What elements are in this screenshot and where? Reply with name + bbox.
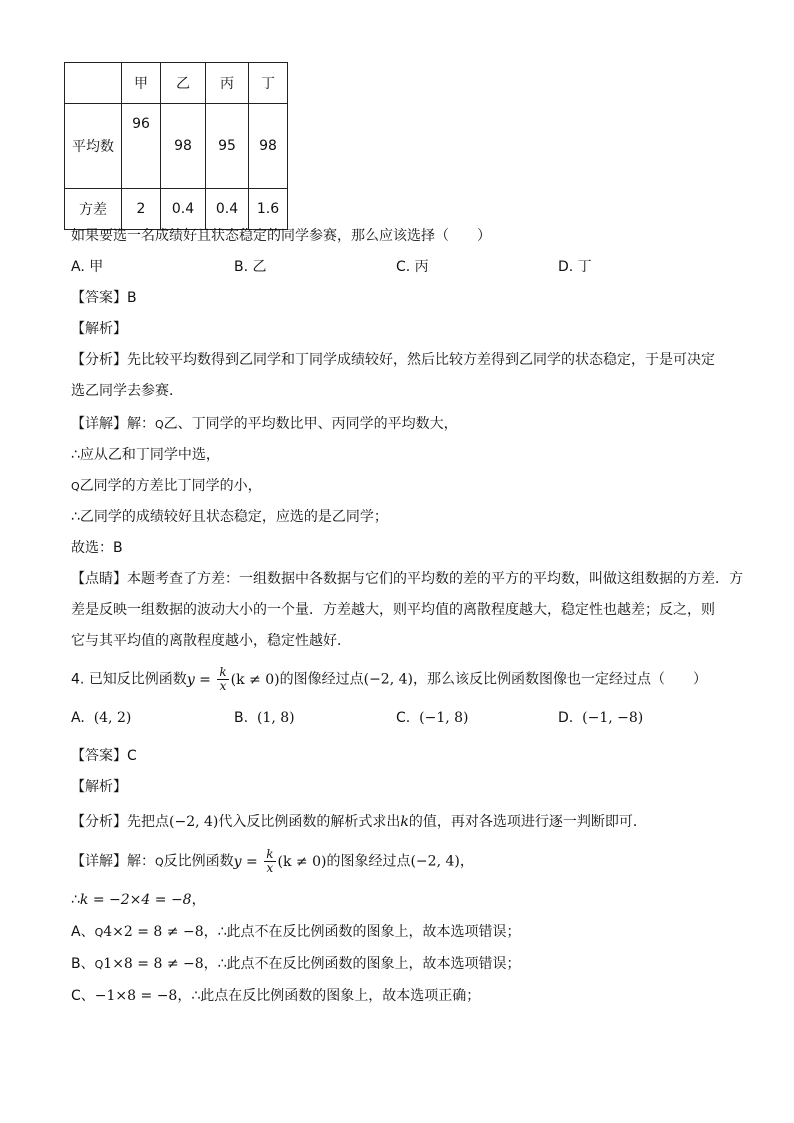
q4-function <box>186 665 280 693</box>
func-numerator: k <box>266 847 274 861</box>
header-jia: 甲 <box>122 63 161 104</box>
q3-detail-line1 <box>71 414 458 435</box>
func-denominator: x <box>219 679 227 693</box>
because-icon: Q <box>94 926 104 939</box>
line-prefix: A、 <box>71 924 95 940</box>
func-numerator: k <box>219 665 227 679</box>
q4-detail-a: 反比例函数 <box>163 853 234 870</box>
line-prefix: C、 <box>71 988 95 1004</box>
because-icon: Q <box>155 855 164 869</box>
q4-detail-lead: 【详解】解： <box>71 853 155 870</box>
line-prefix: B、 <box>71 956 95 972</box>
q4-text-c: ，那么该反比例函数图像也一定经过点（ ） <box>412 671 707 688</box>
func-condition: (k ≠ 0) <box>230 671 280 688</box>
line-math: 4×2 = 8 ≠ −8 <box>103 924 204 940</box>
q3-detail-4: 乙同学的成绩较好且状态稳定，应选的是乙同学； <box>79 509 388 525</box>
line-text: ，∴此点不在反比例函数的图象上，故本选项错误； <box>203 956 521 972</box>
therefore-icon: ∴ <box>71 447 80 463</box>
option-value: (−1, −8) <box>582 710 644 726</box>
func-y: y <box>233 853 242 870</box>
q4-option-d <box>558 708 643 728</box>
line-math: 1×8 = 8 ≠ −8 <box>103 956 204 972</box>
q4-line-a <box>71 922 521 943</box>
q4-text-a: 已知反比例函数 <box>88 671 187 688</box>
func-denominator: x <box>266 861 274 875</box>
q3-detail-line2 <box>71 445 220 465</box>
line-text: ，∴此点不在反比例函数的图象上，故本选项错误； <box>203 924 521 940</box>
q4-line-c <box>71 986 480 1006</box>
option-label: A. <box>71 710 85 726</box>
option-label: D. <box>558 710 574 726</box>
q4-option-b <box>234 708 295 728</box>
line-text: ，∴此点在反比例函数的图象上，故本选项正确； <box>177 988 481 1004</box>
q4-number: 4. <box>71 671 85 688</box>
cell-var-bing: 0.4 <box>206 189 249 230</box>
because-icon: Q <box>155 418 164 431</box>
q4-analysis-point: (−2, 4) <box>169 814 219 830</box>
q4-detail-line1 <box>71 848 474 875</box>
func-y: y <box>186 671 195 688</box>
q4-option-a <box>71 708 131 728</box>
q4-question <box>71 666 707 693</box>
func-eq: = <box>194 671 216 688</box>
q3-comment-line1: 【点睛】本题考查了方差：一组数据中各数据与它们的平均数的差的平方的平均数，叫做这组数据的方差．方 <box>71 571 743 587</box>
q4-analysis <box>71 812 647 832</box>
q3-option-b: B. 乙 <box>234 259 267 275</box>
func-eq: = <box>241 853 263 870</box>
cell-var-yi: 0.4 <box>161 189 206 230</box>
q3-option-c: C. 丙 <box>396 259 429 275</box>
q3-analysis-line2: 选乙同学去参赛． <box>71 383 183 399</box>
header-yi: 乙 <box>161 63 206 104</box>
func-condition: (k ≠ 0) <box>277 853 327 870</box>
q3-comment-line2: 差是反映一组数据的波动大小的一个量．方差越大，则平均值的离散程度越大，稳定性也越差；反之，则 <box>71 602 715 618</box>
q4-analysis-k: k <box>400 814 409 830</box>
q4-detail-c: ， <box>459 853 474 870</box>
q4-line-b <box>71 954 521 975</box>
cell-var-ding: 1.6 <box>249 189 288 230</box>
q3-jiexi: 【解析】 <box>71 321 127 337</box>
q4-text-b: 的图像经过点 <box>279 671 364 688</box>
line-math: −1×8 = −8 <box>94 988 178 1004</box>
q3-answer: 【答案】B <box>71 290 137 306</box>
option-label: B. <box>234 710 249 726</box>
therefore-icon: ∴ <box>71 509 80 525</box>
q3-detail-lead: 【详解】解： <box>71 416 155 432</box>
q4-detail-function <box>233 847 327 875</box>
q4-answer: 【答案】C <box>71 748 137 764</box>
cell-var-jia: 2 <box>122 189 161 230</box>
q3-detail-1: 乙、丁同学的平均数比甲、丙同学的平均数大， <box>163 416 458 432</box>
cell-mean-yi: 98 <box>161 104 206 189</box>
option-value: (4, 2) <box>93 710 132 726</box>
q4-analysis-c: 的值，再对各选项进行逐一判断即可． <box>408 814 647 830</box>
header-ding: 丁 <box>249 63 288 104</box>
q3-detail-line4 <box>71 507 388 527</box>
option-value: (1, 8) <box>256 710 295 726</box>
table-row-mean <box>65 104 288 189</box>
q3-comment-line3: 它与其平均值的离散程度越小，稳定性越好． <box>71 633 351 649</box>
table-row-variance <box>65 189 288 230</box>
because-icon: Q <box>71 480 80 493</box>
q4-option-c <box>396 708 469 728</box>
cell-mean-bing: 95 <box>206 104 249 189</box>
q3-analysis-line1: 【分析】先比较平均数得到乙同学和丁同学成绩较好，然后比较方差得到乙同学的状态稳定，于是可决定 <box>71 352 715 368</box>
score-variance-table <box>64 62 288 230</box>
q3-option-a: A. 甲 <box>71 259 104 275</box>
q4-k-calc: k = −2×4 = −8 <box>79 892 192 908</box>
q3-detail-3: 乙同学的方差比丁同学的小， <box>79 478 262 494</box>
option-value: (−1, 8) <box>419 710 469 726</box>
because-icon: Q <box>94 958 104 971</box>
therefore-icon: ∴ <box>71 892 80 908</box>
table-corner-cell <box>65 63 122 104</box>
q3-question: 如果要选一名成绩好且状态稳定的同学参赛，那么应该选择（ ） <box>71 228 491 244</box>
q3-detail-2: 应从乙和丁同学中选， <box>79 447 220 463</box>
cell-mean-ding: 98 <box>249 104 288 189</box>
row-label-mean: 平均数 <box>65 104 122 189</box>
q4-detail-point: (−2, 4) <box>410 853 460 870</box>
row-label-variance: 方差 <box>65 189 122 230</box>
header-bing: 丙 <box>206 63 249 104</box>
q4-k-end: ， <box>191 892 206 908</box>
func-fraction <box>217 666 228 693</box>
q3-detail-line3 <box>71 476 262 497</box>
option-label: C. <box>396 710 411 726</box>
q4-point: (−2, 4) <box>363 671 413 688</box>
q4-analysis-b: 代入反比例函数的解析式求出 <box>218 814 401 830</box>
q4-analysis-a: 【分析】先把点 <box>71 814 169 830</box>
q4-k-line <box>71 890 206 910</box>
q3-choose: 故选：B <box>71 540 123 556</box>
cell-mean-jia: 96 <box>122 104 161 189</box>
func-fraction <box>264 848 275 875</box>
q4-jiexi: 【解析】 <box>71 779 127 795</box>
q4-detail-b: 的图象经过点 <box>326 853 411 870</box>
table-header-row <box>65 63 288 104</box>
q3-option-d: D. 丁 <box>558 259 592 275</box>
